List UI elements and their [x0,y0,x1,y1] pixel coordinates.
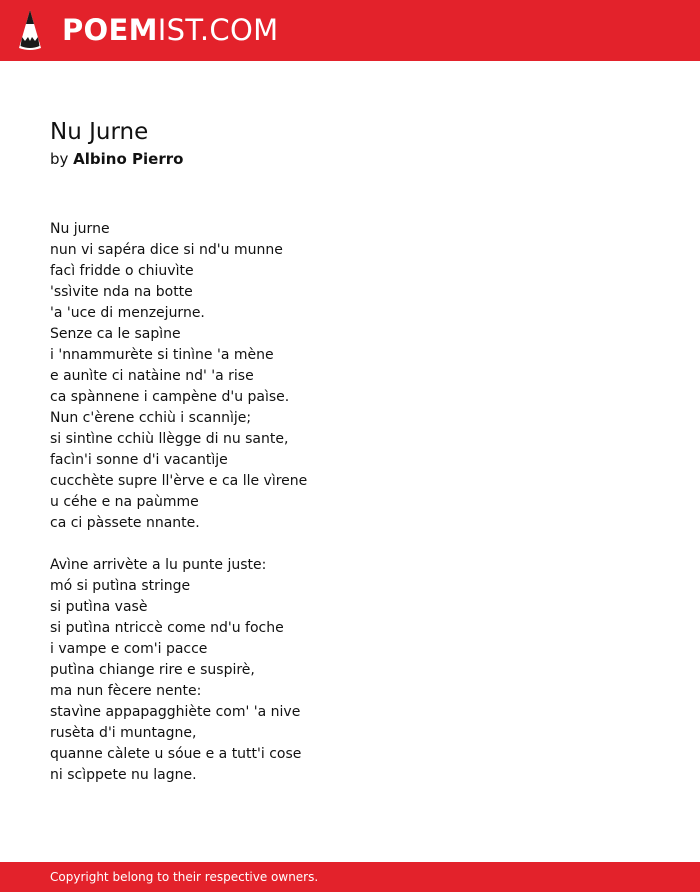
poem-line: si sintìne cchiù llègge di nu sante, [50,431,289,447]
poem-line: facì fridde o chiuvìte [50,263,194,279]
poem-line: e aunìte ci natàine nd' 'a rise [50,368,254,384]
poem-line: si putìna vasè [50,599,148,615]
site-header [0,0,700,61]
poem-line: nun vi sapéra dice si nd'u munne [50,242,283,258]
poem-line: 'ssìvite nda na botte [50,284,193,300]
poem-line: ma nun fècere nente: [50,683,202,699]
poem-line: putìna chiange rire e suspirè, [50,662,255,678]
poem-line: cucchète supre ll'èrve e ca lle vìrene [50,473,308,489]
byline-label: by [50,150,74,168]
poem-line: i 'nnammurète si tinìne 'a mène [50,347,274,363]
site-footer [0,862,700,892]
copyright-notice: Copyright belong to their respective owners. [50,870,319,884]
site-logo[interactable] [62,13,278,47]
poem-line: quanne càlete u sóue e a tutt'i cose [50,746,302,762]
poem-line: Avìne arrivète a lu punte juste: [50,557,267,573]
poem-line: stavìne appapagghiète com' 'a nive [50,704,301,720]
brand-light-text: IST.COM [157,13,279,47]
poem-line: Nun c'èrene cchiù i scannìje; [50,410,252,426]
stanza [50,219,670,534]
poem-line: mó si putìna stringe [50,578,191,594]
poem-line: 'a 'uce di menzejurne. [50,305,205,321]
poem-line: si putìna ntriccè come nd'u foche [50,620,284,636]
poem-line: rusèta d'i muntagne, [50,725,197,741]
poem-line: ca ci pàssete nnante. [50,515,200,531]
poem-line: u céhe e na paùmme [50,494,199,510]
poem-line: ca spànnene i campène d'u paìse. [50,389,290,405]
poem-line: ni scìppete nu lagne. [50,767,197,783]
poem-line: Senze ca le sapìne [50,326,181,342]
pencil-tip-icon[interactable] [18,9,42,51]
brand-strong-text: POEM [62,13,158,47]
poem-byline [50,149,183,169]
poem-title: Nu Jurne [50,119,149,145]
stanza [50,555,670,786]
poem-line: facìn'i sonne d'i vacantìje [50,452,228,468]
author-name: Albino Pierro [73,150,184,168]
poem-line: Nu jurne [50,221,110,237]
poem-body [50,219,670,807]
poem-line: i vampe e com'i pacce [50,641,208,657]
